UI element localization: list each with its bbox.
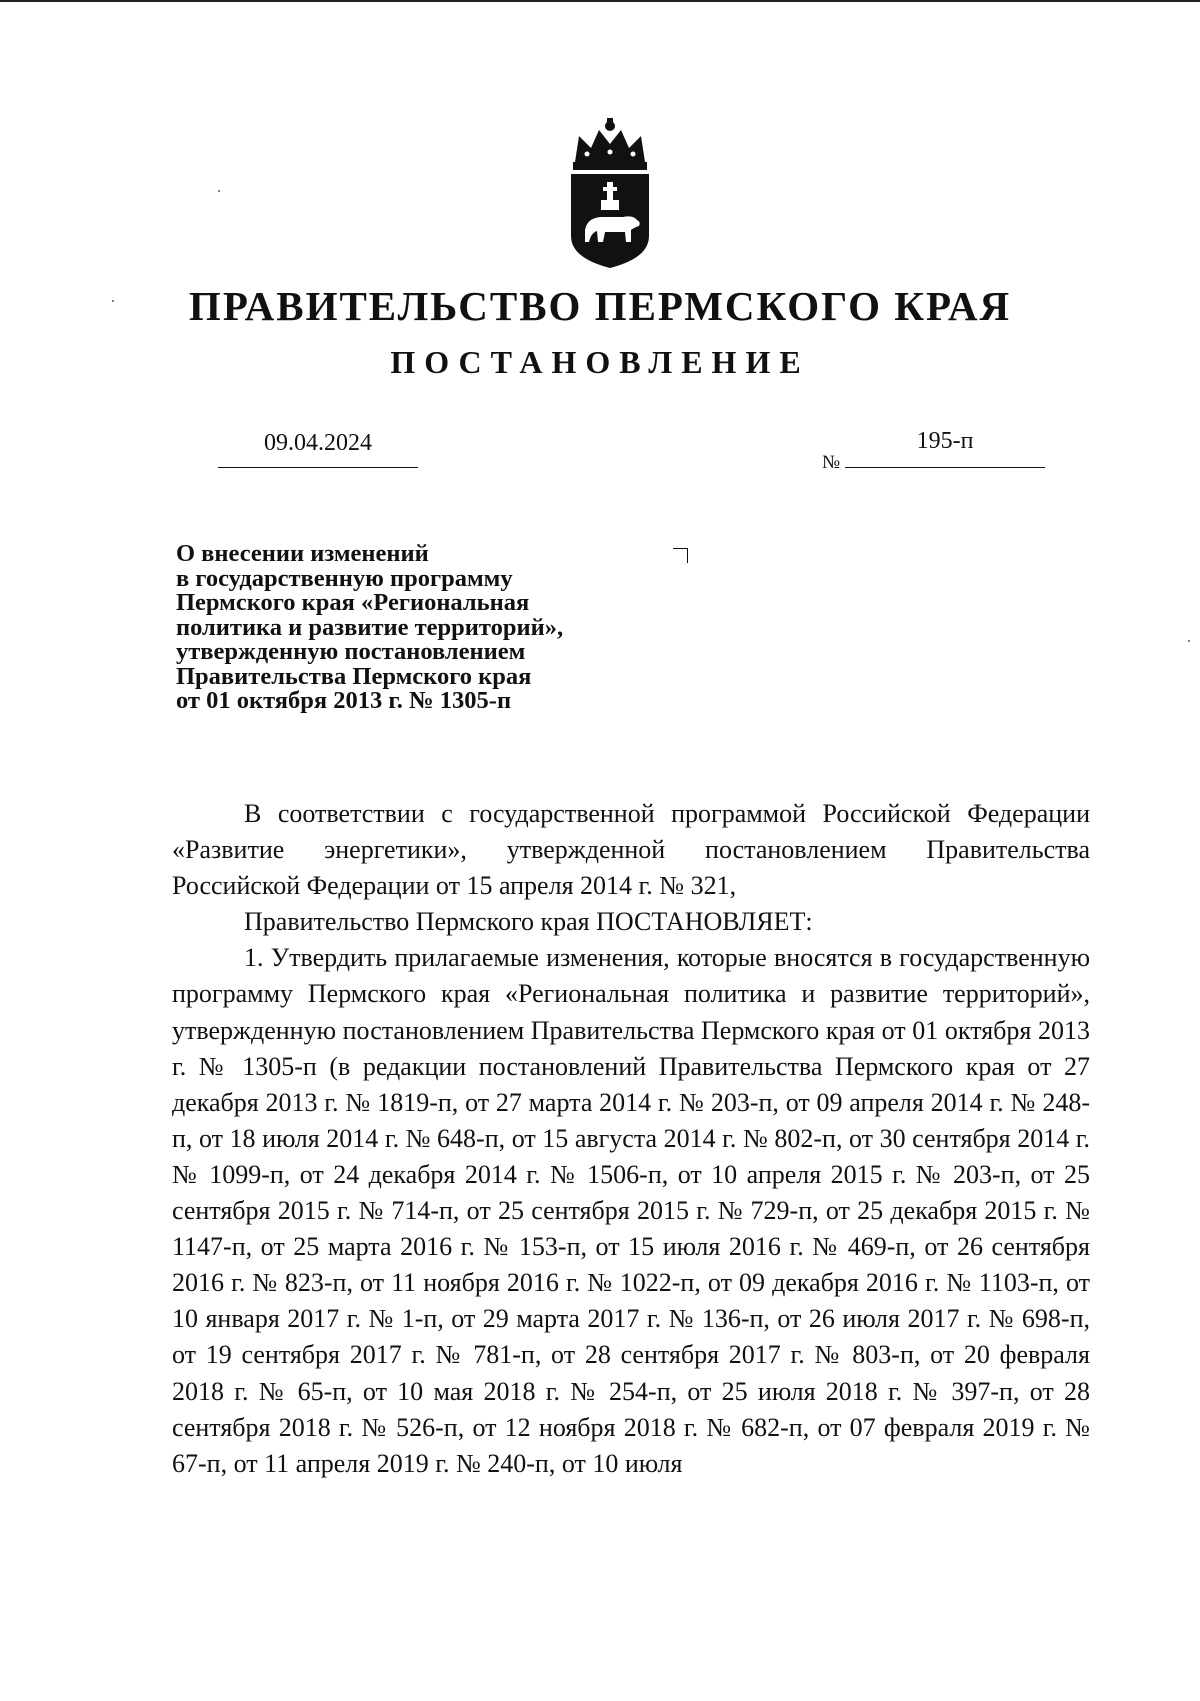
scan-speck — [112, 300, 114, 302]
preamble-paragraph: В соответствии с государственной программой Российской Федерации «Развитие энергетики», утвержденной постановлением Правительства Российской Федерации от 15 апреля 2014 г. № 321, — [172, 799, 1090, 901]
document-date: 09.04.2024 — [218, 430, 418, 468]
perm-krai-coat-of-arms-icon — [567, 118, 653, 268]
document-number: 195-п — [845, 428, 1045, 468]
subject-corner-mark — [673, 548, 688, 563]
subject-line: Пермского края «Региональная — [176, 589, 530, 616]
subject-line: Правительства Пермского края — [176, 662, 532, 690]
number-sign: № — [822, 452, 841, 473]
document-body — [172, 796, 1090, 1482]
government-title: ПРАВИТЕЛЬСТВО ПЕРМСКОГО КРАЯ — [188, 283, 1012, 329]
scan-speck — [218, 190, 220, 192]
subject-line: в государственную программу — [176, 564, 513, 592]
resolves-paragraph: Правительство Пермского края ПОСТАНОВЛЯЕТ: — [244, 907, 813, 937]
document-type: ПОСТАНОВЛЕНИЕ — [390, 344, 810, 380]
subject-line: утвержденную постановлением — [176, 638, 526, 665]
subject-line: политика и развитие территорий», — [176, 613, 564, 641]
document-subject — [176, 542, 656, 714]
scan-speck — [1188, 640, 1190, 642]
subject-line: от 01 октября 2013 г. № 1305-п — [176, 687, 512, 714]
scan-edge — [0, 0, 1200, 2]
subject-line: О внесении изменений — [176, 540, 429, 567]
item-1-paragraph: 1. Утвердить прилагаемые изменения, которые вносятся в государственную программу Пермского края «Региональная политика и развитие территорий», утвержденную постановлением Правительства Пермского края от 01 октября 2013 г. № 1305-п (в редакции постановлений Правительства Пермского края от 27 декабря 2013 г. № 1819-п, от 27 марта 2014 г. № 203-п, от 09 апреля 2014 г. № 248-п, от 18 июля 2014 г. № 648-п, от 15 августа 2014 г. № 802-п, от 30 сентября 2014 г. № 1099-п, от 24 декабря 2014 г. № 1506-п, от 10 апреля 2015 г. № 203-п, от 25 сентября 2015 г. № 714-п, от 25 сентября 2015 г. № 729-п, от 25 декабря 2015 г. № 1147-п, от 25 марта 2016 г. № 153-п, от 15 июля 2016 г. № 469-п, от 26 сентября 2016 г. № 823-п, от 11 ноября 2016 г. № 1022-п, от 09 декабря 2016 г. № 1103-п, от 10 января 2017 г. № 1-п, от 29 марта 2017 г. № 136-п, от 26 июля 2017 г. № 698-п, от 19 сентября 2017 г. № 781-п, от 28 сентября 2017 г. № 803-п, от 20 февраля 2018 г. № 65-п, от 10 мая 2018 г. № 254-п, от 25 июля 2018 г. № 397-п, от 28 сентября 2018 г. № 526-п, от 12 ноября 2018 г. № 682-п, от 07 февраля 2019 г. № 67-п, от 11 апреля 2019 г. № 240-п, от 10 июля — [172, 943, 1090, 1478]
